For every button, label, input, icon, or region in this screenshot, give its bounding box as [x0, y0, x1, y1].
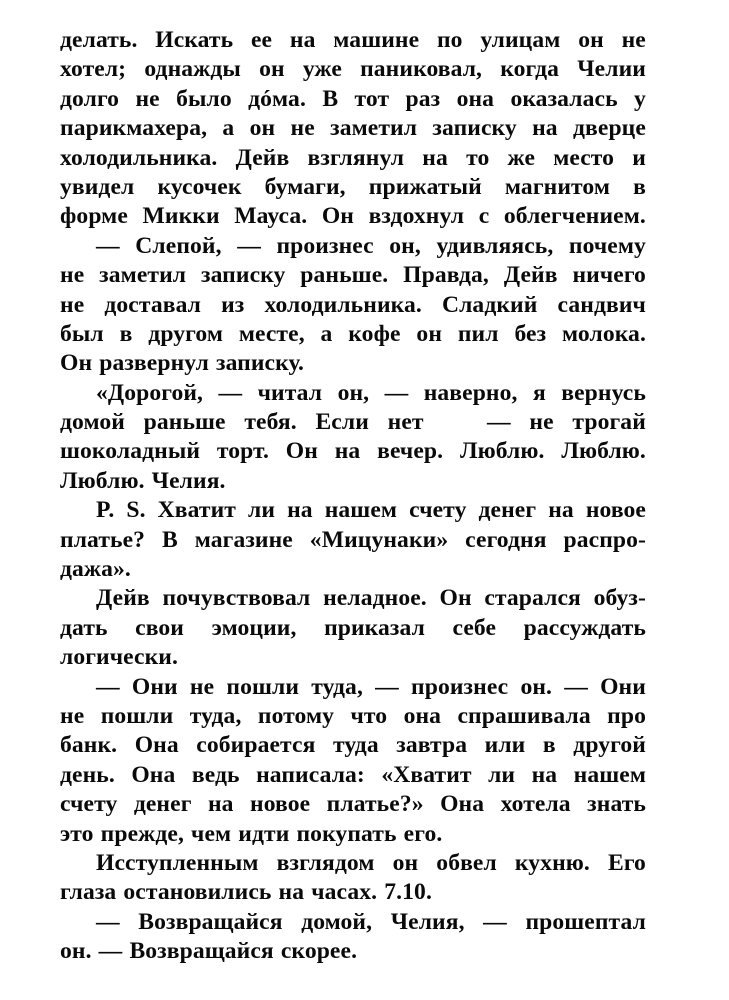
text-line: [60, 202, 646, 231]
word: он,: [337, 379, 370, 406]
word: Она: [440, 791, 485, 818]
word: хотела: [500, 791, 571, 818]
word: она: [456, 85, 495, 112]
word: на: [207, 791, 234, 818]
word: из: [221, 291, 245, 318]
text-line: [60, 320, 646, 349]
word: сандвич: [557, 291, 646, 318]
word: шоколадный: [60, 438, 201, 465]
word: произнес: [411, 673, 509, 700]
word: вздохнул: [368, 203, 465, 230]
word: собирается: [196, 732, 316, 759]
word: ли: [488, 761, 516, 788]
word: в: [542, 732, 556, 759]
word: В: [322, 85, 339, 112]
word: скорее.: [280, 938, 358, 965]
word: туда: [333, 732, 379, 759]
word: что: [350, 702, 388, 729]
word: рассуждать: [523, 614, 646, 641]
word: а: [222, 115, 235, 142]
word: туда,: [189, 702, 242, 729]
word: Хватит: [157, 497, 236, 524]
word: —: [483, 908, 507, 935]
word: старался: [484, 585, 581, 612]
word: остановились: [123, 879, 272, 906]
text-line: [60, 878, 646, 907]
word: S.: [126, 497, 146, 524]
text-line: [60, 291, 646, 320]
word: «Хватит: [381, 761, 472, 788]
word: 7.10.: [384, 879, 432, 906]
word: —: [96, 232, 120, 259]
word: ли: [248, 497, 276, 524]
word: не: [290, 115, 315, 142]
word: на: [532, 115, 558, 142]
text-line: [60, 908, 646, 937]
word: себе: [452, 614, 497, 641]
word: я: [532, 379, 546, 406]
word: Она: [131, 761, 176, 788]
word: домой: [60, 409, 125, 436]
word: —: [96, 673, 120, 700]
word: не: [60, 291, 85, 318]
word: Дейв: [96, 585, 150, 612]
word: Мауса.: [234, 203, 308, 230]
word: неладное.: [323, 585, 427, 612]
word: читал: [257, 379, 323, 406]
word: с: [478, 203, 490, 230]
word: пошли: [100, 702, 174, 729]
word: Дейв: [503, 262, 558, 289]
word: на: [334, 438, 361, 465]
paragraph: [60, 849, 646, 908]
word: на: [289, 27, 316, 53]
text-line: [60, 702, 646, 731]
word: день.: [60, 761, 115, 788]
word: «Дорогой,: [96, 379, 204, 406]
text-line: [60, 761, 646, 790]
word: у: [634, 85, 646, 112]
word: а: [320, 320, 333, 347]
word: Челии: [577, 56, 646, 83]
word: заметил: [330, 115, 418, 142]
word: это: [60, 820, 94, 847]
text-line: [60, 232, 646, 261]
word: или: [484, 732, 526, 759]
word: покупать: [296, 820, 397, 847]
word: почему: [568, 232, 646, 259]
word: кухню.: [514, 849, 590, 876]
word: его.: [403, 820, 443, 847]
word: парикмахера,: [60, 115, 208, 142]
word: оказалась: [510, 85, 618, 112]
text-line: [60, 614, 646, 643]
word: не: [60, 262, 85, 289]
word: раньше: [143, 409, 226, 436]
word: тебя.: [244, 409, 297, 436]
word: без: [514, 320, 547, 347]
word: —: [237, 232, 261, 259]
word: он.: [60, 938, 92, 965]
word: —: [98, 938, 123, 965]
word: он: [416, 320, 443, 347]
word: спрашивала: [457, 702, 591, 729]
word: не: [529, 409, 554, 436]
word: на: [531, 761, 558, 788]
word: он.: [520, 673, 553, 700]
word: Его: [607, 849, 646, 876]
word: Искать: [155, 27, 234, 53]
word: кусочек: [157, 173, 242, 200]
text-line: [60, 673, 646, 702]
word: Люблю.: [561, 438, 646, 465]
word: взглянул: [307, 144, 405, 171]
word: заметил: [99, 262, 187, 289]
text-line: [60, 937, 646, 966]
word: глаза: [60, 879, 117, 906]
word: прошептал: [525, 908, 646, 935]
word: форме: [60, 203, 128, 230]
paragraph: [60, 496, 646, 584]
word: распро-: [563, 526, 646, 553]
word: обуз-: [593, 585, 646, 612]
word: делать.: [60, 27, 138, 53]
word: на: [278, 879, 305, 906]
word: другой: [573, 732, 646, 759]
word: логически.: [60, 644, 178, 671]
word: Возвращайся: [129, 938, 274, 965]
word: он: [259, 56, 285, 83]
word: Челия.: [151, 467, 226, 494]
text-line: [60, 144, 646, 173]
word: другом: [148, 320, 223, 347]
word: Он: [321, 203, 354, 230]
word: Он: [285, 438, 318, 465]
word: дать: [60, 614, 108, 641]
word: раньше.: [300, 262, 389, 289]
word: молока.: [562, 320, 646, 347]
word: Она: [134, 732, 179, 759]
word: дверце: [573, 115, 646, 142]
word: В: [161, 526, 178, 553]
word: Он: [439, 585, 472, 612]
word: же: [507, 144, 536, 171]
word: Слепой,: [135, 232, 222, 259]
word: не: [60, 702, 85, 729]
word: ведь: [191, 761, 240, 788]
paragraph: [60, 908, 646, 967]
text-line: [60, 55, 646, 84]
word: увидел: [60, 173, 135, 200]
word: сегодня: [465, 526, 547, 553]
word: Правда,: [403, 262, 489, 289]
text-line: [60, 379, 646, 408]
word: пошли: [226, 673, 300, 700]
word: туда,: [311, 673, 363, 700]
word: про: [607, 702, 646, 729]
word: он,: [389, 232, 421, 259]
word: не: [621, 27, 646, 53]
word: Возвращайся: [138, 908, 283, 935]
text-line: [60, 820, 646, 849]
word: вернусь: [561, 379, 646, 406]
word: по: [436, 27, 463, 53]
word: Если: [315, 409, 369, 436]
text-line: [60, 85, 646, 114]
text-line: [60, 849, 646, 878]
word: месте,: [238, 320, 305, 347]
text-line: [60, 526, 646, 555]
word: он: [392, 849, 419, 876]
word: «Мицунаки»: [309, 526, 449, 553]
word: знать: [587, 791, 646, 818]
page-text-column: [60, 26, 646, 967]
word: он: [578, 27, 604, 53]
word: магазине: [194, 526, 293, 553]
word: записку: [432, 115, 517, 142]
word: в: [119, 320, 133, 347]
word: наверно,: [423, 379, 518, 406]
word: почувствовал: [162, 585, 311, 612]
word: кофе: [348, 320, 401, 347]
text-line: [60, 584, 646, 613]
word: записку: [201, 262, 286, 289]
word: —: [375, 673, 399, 700]
word: написала:: [256, 761, 365, 788]
word: завтра: [396, 732, 468, 759]
text-line: [60, 408, 646, 437]
word: потому: [257, 702, 335, 729]
word: дóма.: [248, 85, 306, 112]
word: новое: [585, 497, 646, 524]
text-line: [60, 26, 646, 55]
word: был: [60, 320, 104, 347]
word: Они: [131, 673, 178, 700]
word: вечер.: [377, 438, 444, 465]
word: не: [189, 673, 215, 700]
word: Они: [600, 673, 646, 700]
word: машине: [333, 27, 420, 53]
word: тот: [354, 85, 390, 112]
word: —: [384, 379, 409, 406]
word: ее: [250, 27, 273, 53]
word: прежде,: [100, 820, 184, 847]
word: счету: [60, 791, 118, 818]
word: прижатый: [368, 173, 482, 200]
word: доставал: [104, 291, 202, 318]
word: было: [176, 85, 232, 112]
word: улицам: [480, 27, 561, 53]
word: паниковал,: [360, 56, 483, 83]
word: торт.: [216, 438, 269, 465]
word: на: [548, 497, 574, 524]
word: облегчением.: [503, 203, 646, 230]
word: бумаги,: [264, 173, 346, 200]
paragraph: [60, 584, 646, 672]
word: обвел: [436, 849, 497, 876]
word: ничего: [572, 262, 646, 289]
word: трогай: [572, 409, 646, 436]
word: приказал: [324, 614, 425, 641]
word: раз: [405, 85, 441, 112]
word: то: [466, 144, 490, 171]
word: Он: [60, 350, 93, 377]
word: Дейв: [235, 144, 290, 171]
word: нашем: [573, 761, 646, 788]
word: Микки: [142, 203, 220, 230]
word: взглядом: [276, 849, 375, 876]
word: платье?: [60, 526, 146, 553]
word: записку.: [216, 350, 305, 377]
word: дажа».: [60, 556, 131, 583]
word: Сладкий: [441, 291, 538, 318]
text-line: [60, 173, 646, 202]
word: холодильника.: [264, 291, 422, 318]
word: хотел;: [60, 56, 127, 83]
word: денег: [133, 791, 192, 818]
word: холодильника.: [60, 144, 218, 171]
text-line: [60, 496, 646, 525]
word: Люблю.: [60, 467, 145, 494]
word: эмоции,: [211, 614, 297, 641]
text-line: [60, 731, 646, 760]
word: домой,: [301, 908, 373, 935]
word: развернул: [99, 350, 209, 377]
word: на: [422, 144, 448, 171]
text-line: [60, 467, 646, 496]
word: счету: [409, 497, 467, 524]
word: удивляясь,: [436, 232, 554, 259]
word: чем: [191, 820, 232, 847]
paragraph: [60, 379, 646, 497]
word: произнес: [276, 232, 374, 259]
word: платье?»: [326, 791, 424, 818]
word: —: [96, 908, 120, 935]
word: уже: [302, 56, 342, 83]
text-line: [60, 643, 646, 672]
word: P.: [96, 497, 115, 524]
word: когда: [500, 56, 560, 83]
word: Люблю.: [459, 438, 545, 465]
word: он: [249, 115, 276, 142]
word: магнитом: [504, 173, 611, 200]
text-line: [60, 790, 646, 819]
word: новое: [250, 791, 311, 818]
word: однажды: [144, 56, 241, 83]
word: банк.: [60, 732, 118, 759]
word: долго: [60, 85, 120, 112]
word: она: [403, 702, 442, 729]
paragraph: [60, 673, 646, 849]
word: в: [633, 173, 646, 200]
paragraph: [60, 232, 646, 379]
word: часах.: [311, 879, 378, 906]
word: место: [553, 144, 615, 171]
word: нашем: [324, 497, 398, 524]
paragraph: [60, 26, 646, 232]
word: —: [487, 409, 511, 436]
text-line: [60, 349, 646, 378]
word: свои: [135, 614, 184, 641]
word: на: [287, 497, 313, 524]
word: денег: [478, 497, 537, 524]
text-line: [60, 114, 646, 143]
word: не: [135, 85, 160, 112]
word: —: [218, 379, 243, 406]
word: идти: [238, 820, 290, 847]
text-line: [60, 437, 646, 466]
word: нет: [387, 409, 424, 436]
word: пил: [457, 320, 499, 347]
word: Исступленным: [96, 849, 259, 876]
text-line: [60, 555, 646, 584]
text-line: [60, 261, 646, 290]
word: и: [632, 144, 646, 171]
word: Челия,: [390, 908, 465, 935]
word: —: [564, 673, 588, 700]
